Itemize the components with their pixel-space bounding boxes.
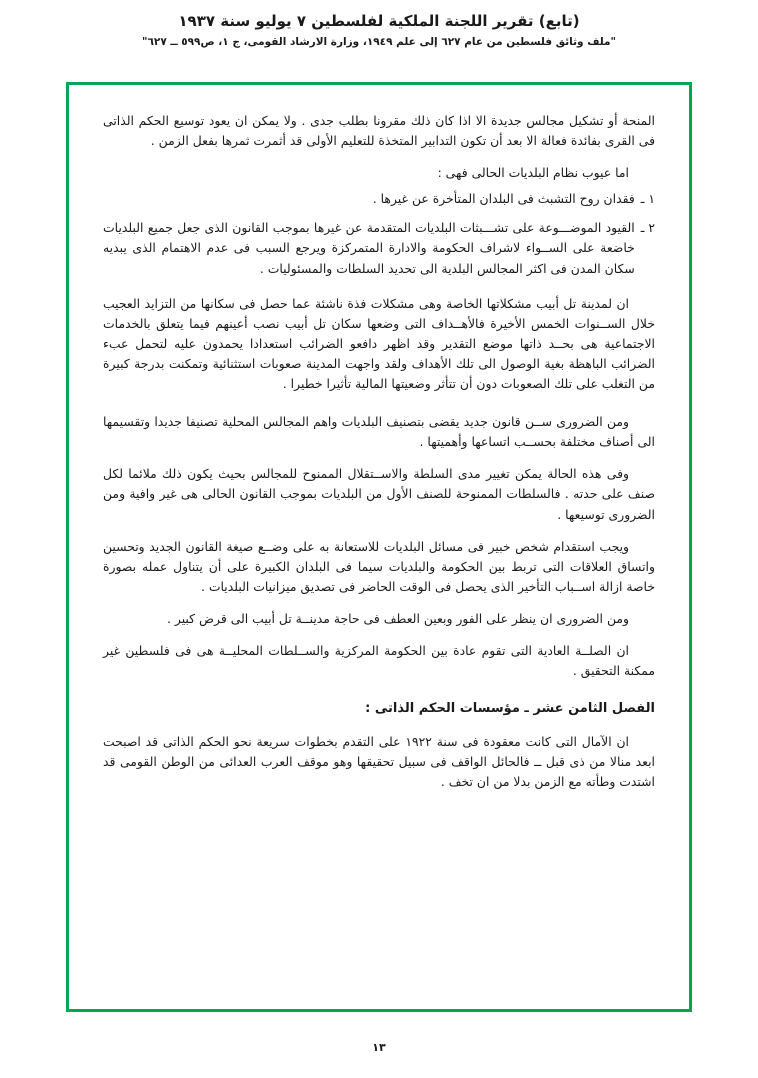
paragraph-relations: ان الصلــة العادية التى تقوم عادة بين الحكومة المركزية والســلطات المحليــة هى فى فلسطين غير ممكنة التحقيق . [103,642,655,679]
paragraph-defects-intro: اما عيوب نظام البلديات الحالى فهى : [437,165,629,181]
document-header [0,0,758,48]
document-title: (تابع) تقرير اللجنة الملكية لفلسطين ٧ يوليو سنة ١٩٣٧ [178,12,580,30]
paragraph-self-government: ان الآمال التى كانت معقودة فى سنة ١٩٢٢ على التقدم بخطوات سريعة نحو الحكم الذاتى قد اصبحت ابعد منالا من ذى قبل ــ فالحائل الواقف فى سبيل تحقيقها وهو موقف العرب العدائى من الوطن القومى قد اشتدت وطأته مع الزمن بدلا من ان تخف . [103,734,655,790]
paragraph-loan: ومن الضرورى ان ينظر على الفور وبعين العطف فى حاجة مدينــة تل أبيب الى قرض كبير . [166,610,629,626]
paragraph-continuation: المنحة أو تشكيل مجالس جديدة الا اذا كان ذلك مقرونا بطلب جدى . ولا يمكن ان يعود توسيع الحكم الذاتى فى القرى بفائدة فعالة الا بعد أن تكون التدابير المتخذة للتعليم الأولى قد أثمرت ثمرها بفعل الزمن . [103,113,655,149]
list-item-label: القيود الموضـــوعة على تشـــبثات البلديات المتقدمة عن غيرها بموجب القانون الذى جعل جميع البلديات خاضعة على الســواء لاشراف الحكومة والادارة المتمركزة ويرجع السبب فى عدم الاهتمام الذى يبديه سكان المدن فى اكثر المجالس البلدية الى تحديد السلطات والمسئوليات . [103,220,635,276]
document-subtitle: "ملف وثائق فلسطين من عام ٦٢٧ إلى علم ١٩٤٩، وزارة الارشاد القومى، ج ١، ص٥٩٩ ــ ٦٢٧" [142,36,616,48]
list-item [103,189,655,209]
paragraph-new-law: ومن الضرورى ســن قانون جديد يقضى بتصنيف البلديات واهم المجالس المحلية تصنيفا جديدا وتقسيمها الى أصناف مختلفة بحســب اتساعها وأهميتها . [103,414,655,450]
list-item-label: فقدان روح التشبث فى البلدان المتأخرة عن غيرها . [372,191,635,207]
list-item-marker: ٢ ـ [640,220,655,236]
content-frame [66,82,692,1012]
paragraph-expert: ويجب استقدام شخص خبير فى مسائل البلديات للاستعانة به على وضــع صيغة القانون الجديد وتحسين واتساق العلاقات التى تربط بين الحكومة والبلديات سيما فى البلدان الكبيرة على أن يتناول عمله بصورة خاصة ازالة اســباب التأخير الذى يحصل فى الوقت الحاضر فى تصديق ميزانيات البلديات . [103,538,655,594]
list-item [103,218,655,278]
content-body [69,85,689,1009]
section-heading: الفصل الثامن عشر ـ مؤسسات الحكم الذاتى : [365,701,655,717]
paragraph-tel-aviv: ان لمدينة تل أبيب مشكلاتها الخاصة وهى مشكلات فذة ناشئة عما حصل فى سكانها من التزايد العجيب خلال الســنوات الخمس الأخيرة فالأهــداف التى وضعها سكان تل أبيب نصب أعينهم فيما يتعلق بالخدمات الاجتماعية هى بحــد ذاتها موضع التقدير وقد اظهر دافعو الضرائب استعدادا يحمدون عليه لتحمل عبء الضرائب الباهظة بغية الوصول الى تلك الأهداف ولقد واجهت المدينة صعوبات استثنائية وتمكنت بدرجة كبيرة من التغلب على تلك الصعوبات دون أن تتأثر وضعيتها المالية تأثيرا خطيرا . [103,295,655,392]
list-item-marker: ١ ـ [640,191,655,207]
paragraph-powers: وفى هذه الحالة يمكن تغيير مدى السلطة والاســتقلال الممنوح للمجالس بحيث يكون ذلك ملائما لكل صنف على حدته . فالسلطات الممنوحة للصنف الأول من البلديات بموجب القانون الحالى هى غير وافية ومن الضرورى توسيعها . [103,466,655,522]
page-number: ١٣ [372,1041,386,1054]
